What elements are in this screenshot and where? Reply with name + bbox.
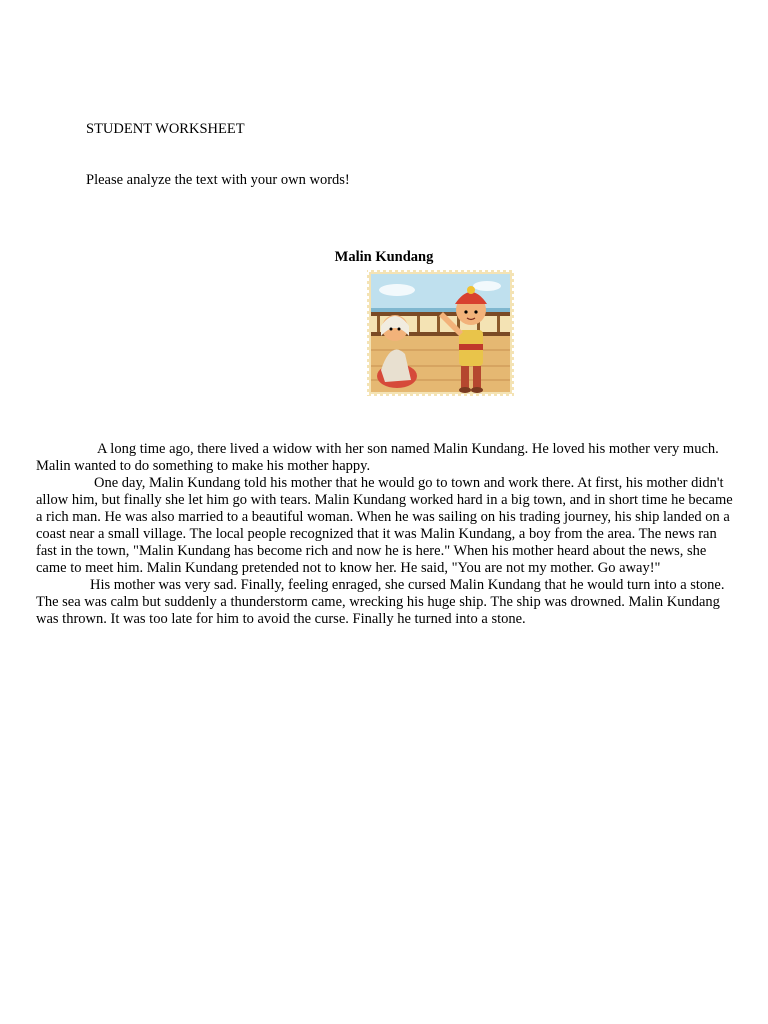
story-paragraph: A long time ago, there lived a widow with her son named Malin Kundang. He loved his mother very much. Malin wanted to do something to make his mother happy. (36, 441, 719, 474)
story-illustration-icon (367, 270, 514, 396)
story-paragraph: His mother was very sad. Finally, feeling enraged, she cursed Malin Kundang that he would turn into a stone. The sea was calm but suddenly a thunderstorm came, wrecking his huge ship. The ship was drowned. Malin Kundang was thrown. It was too late for him to avoid the curse. Finally he turned into a stone. (36, 577, 725, 627)
story-title: Malin Kundang (334, 249, 434, 265)
story-paragraph: One day, Malin Kundang told his mother that he would go to town and work there. At first, his mother didn't allow him, but finally she let him go with tears. Malin Kundang worked hard in a big town, and in short time he became a rich man. He was also married to a beautiful woman. When he was sailing on his trading journey, his ship landed on a coast near a small village. The local people recognized that it was Malin Kundang, a boy from the area. The news ran fast in the town, "Malin Kundang has become rich and now he is here." When his mother heard about the news, she came to meet him. Malin Kundang pretended not to know her. He said, "You are not my mother. Go away!" (36, 475, 733, 576)
story-text (36, 441, 736, 628)
worksheet-instruction: Please analyze the text with your own words! (86, 172, 350, 188)
worksheet-heading: STUDENT WORKSHEET (86, 121, 245, 137)
